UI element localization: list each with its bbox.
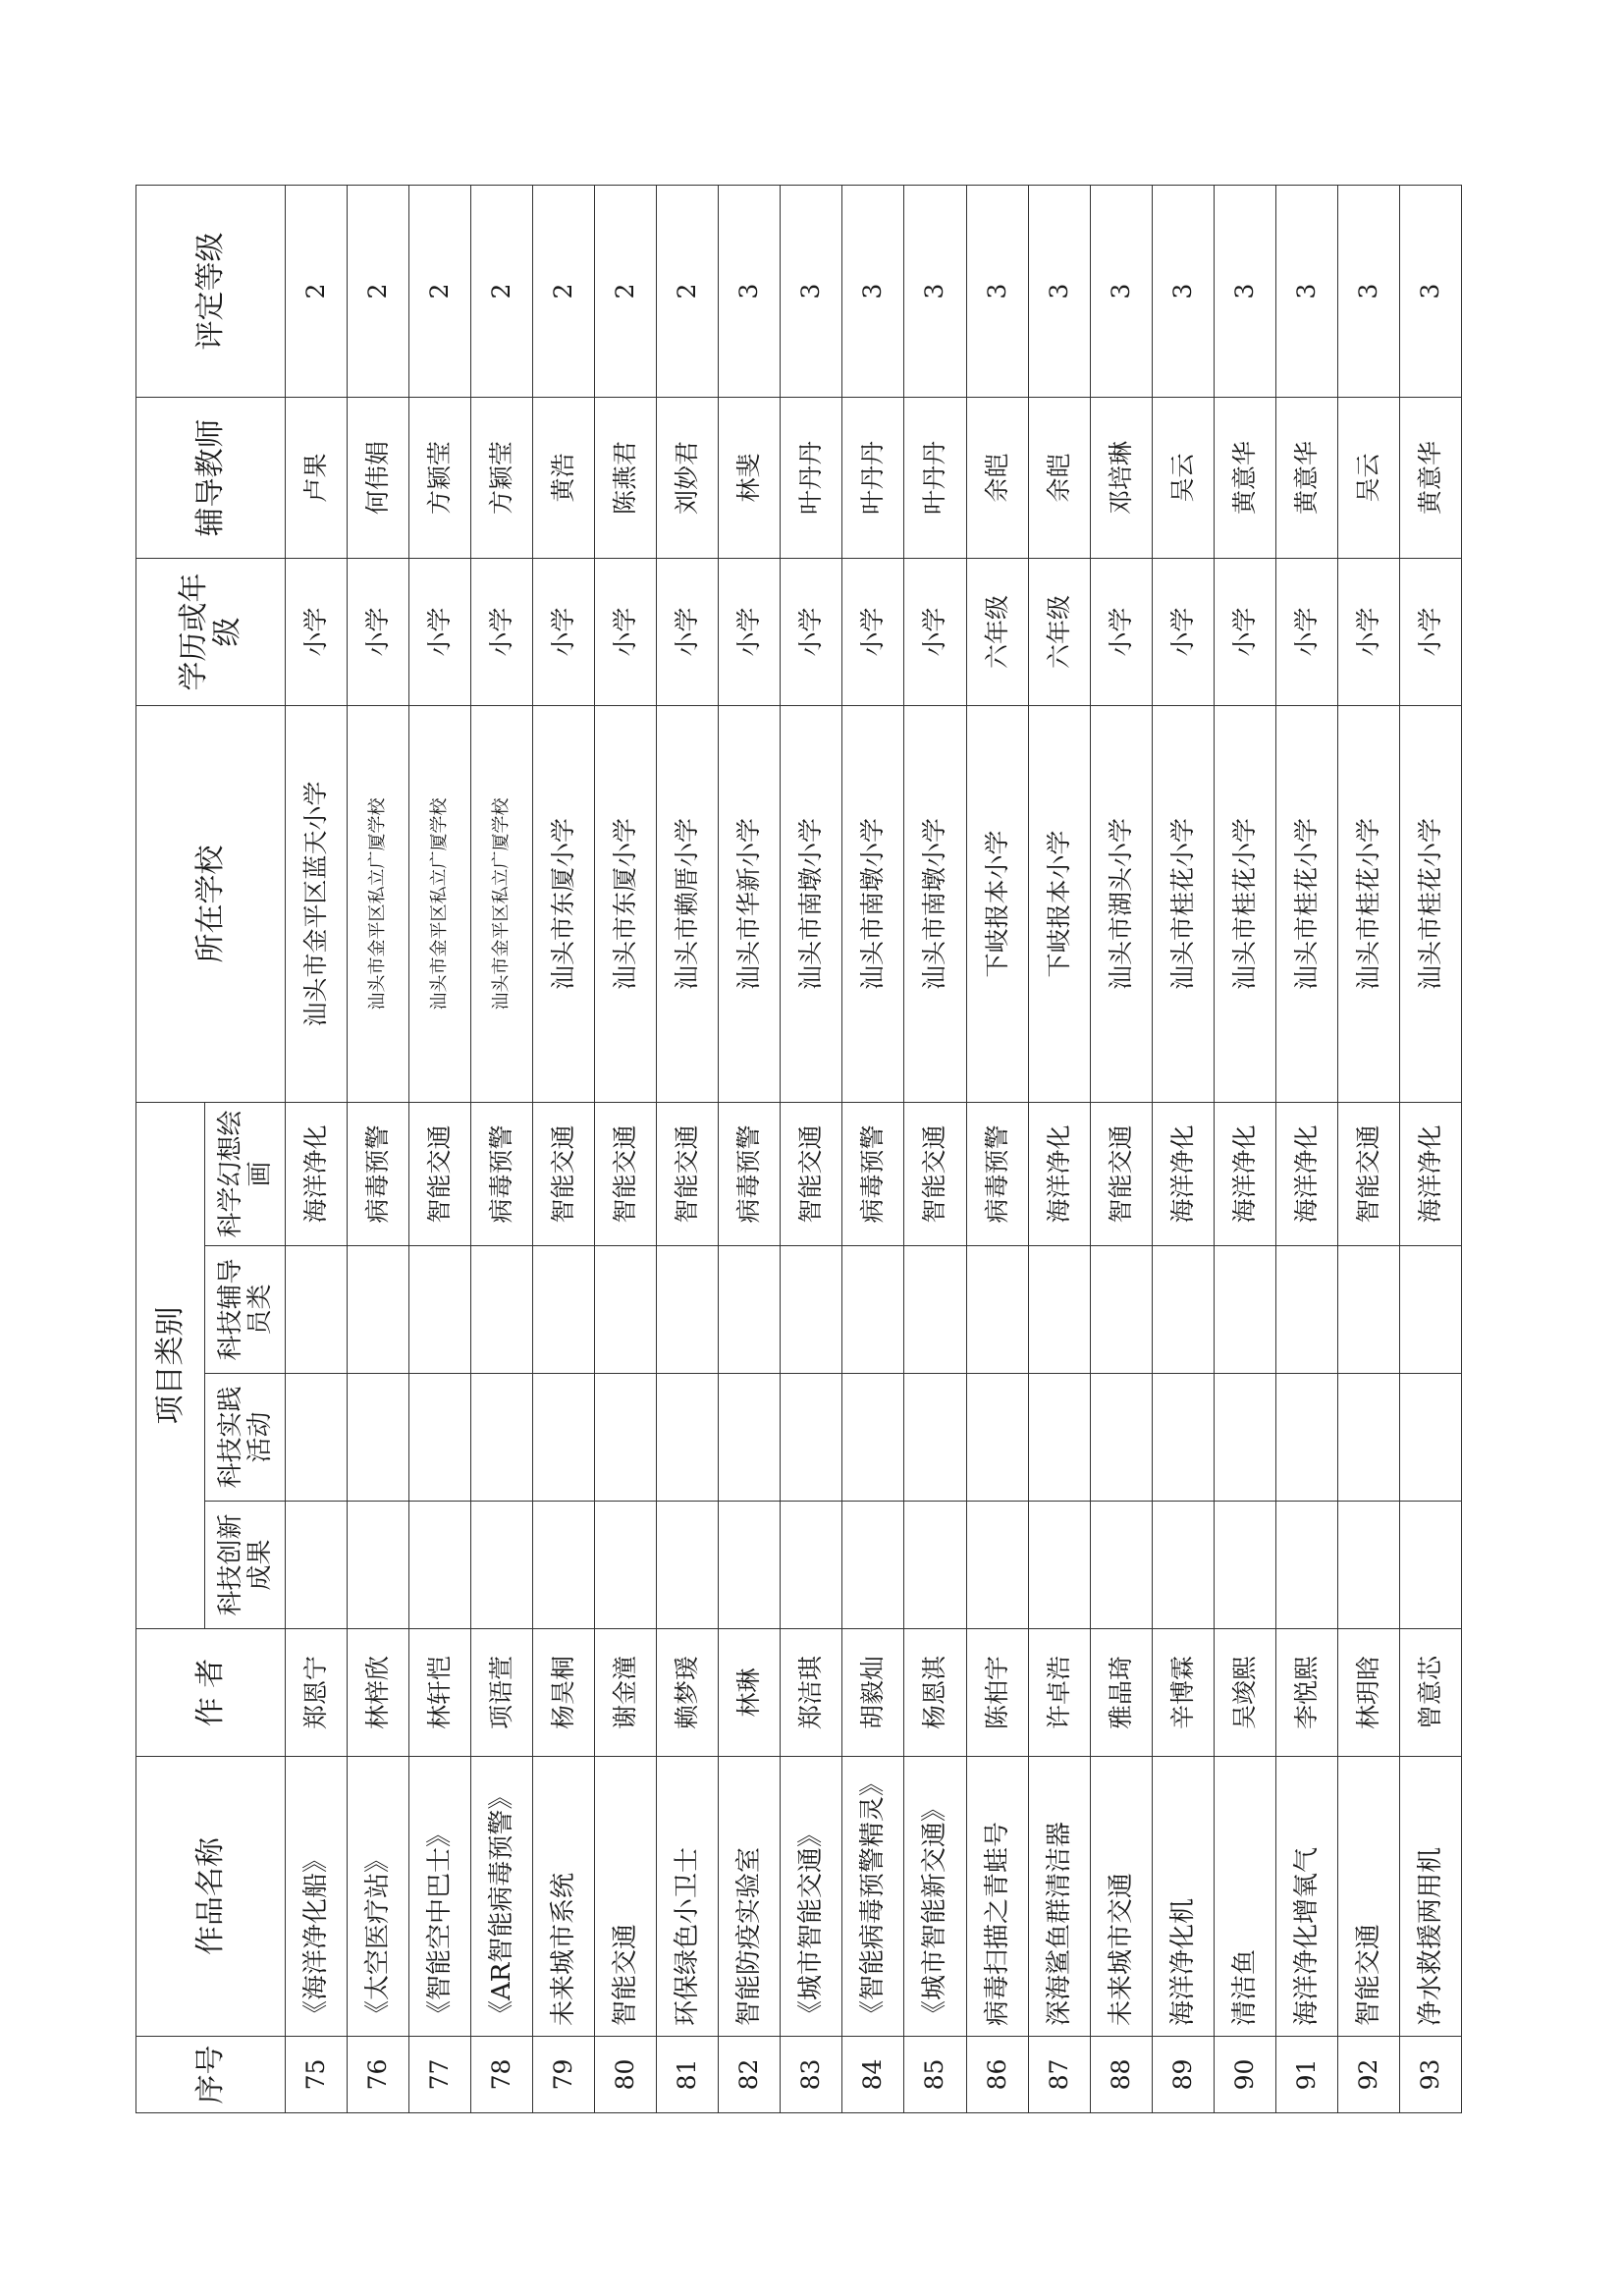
header-category-tutor: 科技辅导员类 [205,1246,286,1374]
table-row [966,186,1028,2113]
cell-grade: 小学 [409,559,471,706]
cell-author: 吴竣熙 [1214,1629,1275,1757]
cell-author: 林梓欣 [348,1629,409,1757]
cell-category-painting: 海洋净化 [1028,1103,1090,1246]
cell-category-tutor [409,1246,471,1374]
cell-category-tutor [1028,1246,1090,1374]
cell-teacher: 黄意华 [1399,398,1461,559]
cell-school: 汕头市金平区私立广厦学校 [348,706,409,1103]
cell-grade: 小学 [533,559,595,706]
cell-index: 86 [966,2037,1028,2113]
cell-school: 汕头市华新小学 [719,706,781,1103]
cell-category-painting: 智能交通 [1090,1103,1152,1246]
cell-teacher: 叶丹丹 [781,398,842,559]
cell-level: 2 [286,186,348,398]
cell-teacher: 何伟娟 [348,398,409,559]
cell-category-tutor [1214,1246,1275,1374]
cell-category-practice [657,1374,719,1502]
cell-category-painting: 病毒预警 [719,1103,781,1246]
header-category-painting: 科学幻想绘画 [205,1103,286,1246]
cell-grade: 小学 [1090,559,1152,706]
cell-grade: 六年级 [966,559,1028,706]
cell-category-practice [1090,1374,1152,1502]
header-category-innovation: 科技创新成果 [205,1502,286,1629]
table-row [904,186,966,2113]
cell-category-painting: 智能交通 [657,1103,719,1246]
table-row [1337,186,1399,2113]
cell-category-innovation [1337,1502,1399,1629]
cell-level: 2 [657,186,719,398]
cell-work-title: 净水救援两用机 [1399,1757,1461,2037]
cell-work-title: 海洋净化机 [1152,1757,1214,2037]
cell-index: 78 [471,2037,533,2113]
cell-work-title: 未来城市系统 [533,1757,595,2037]
cell-teacher: 黄意华 [1214,398,1275,559]
cell-level: 2 [595,186,657,398]
table-row [781,186,842,2113]
cell-category-painting: 海洋净化 [1275,1103,1337,1246]
cell-grade: 小学 [1214,559,1275,706]
cell-category-innovation [1090,1502,1152,1629]
cell-level: 3 [1399,186,1461,398]
cell-teacher: 卢果 [286,398,348,559]
cell-index: 76 [348,2037,409,2113]
cell-category-painting: 病毒预警 [842,1103,904,1246]
cell-teacher: 黄意华 [1275,398,1337,559]
cell-school: 汕头市东厦小学 [533,706,595,1103]
cell-grade: 小学 [842,559,904,706]
header-grade: 学历或年级 [136,559,286,706]
cell-teacher: 黄浩 [533,398,595,559]
header-teacher: 辅导教师 [136,398,286,559]
cell-level: 2 [409,186,471,398]
cell-school: 下岐报本小学 [1028,706,1090,1103]
cell-school: 汕头市南墩小学 [904,706,966,1103]
cell-school: 汕头市金平区蓝天小学 [286,706,348,1103]
cell-category-innovation [657,1502,719,1629]
table-row [1399,186,1461,2113]
cell-teacher: 叶丹丹 [904,398,966,559]
cell-teacher: 余皑 [966,398,1028,559]
cell-grade: 小学 [1399,559,1461,706]
table-row [1214,186,1275,2113]
cell-grade: 小学 [781,559,842,706]
cell-school: 汕头市桂花小学 [1275,706,1337,1103]
cell-index: 83 [781,2037,842,2113]
cell-work-title: 《AR智能病毒预警》 [471,1757,533,2037]
cell-category-tutor [471,1246,533,1374]
cell-grade: 小学 [1152,559,1214,706]
cell-level: 2 [533,186,595,398]
cell-category-innovation [904,1502,966,1629]
cell-work-title: 智能防疫实验室 [719,1757,781,2037]
cell-grade: 小学 [904,559,966,706]
header-author: 作 者 [136,1629,286,1757]
table-row [1028,186,1090,2113]
cell-index: 85 [904,2037,966,2113]
cell-category-tutor [719,1246,781,1374]
cell-category-practice [781,1374,842,1502]
cell-author: 杨恩淇 [904,1629,966,1757]
cell-level: 3 [1090,186,1152,398]
cell-school: 汕头市金平区私立广厦学校 [471,706,533,1103]
cell-category-tutor [904,1246,966,1374]
table-row [348,186,409,2113]
table-row [595,186,657,2113]
header-index: 序号 [136,2037,286,2113]
cell-school: 汕头市南墩小学 [781,706,842,1103]
cell-category-tutor [1090,1246,1152,1374]
cell-category-innovation [1214,1502,1275,1629]
cell-teacher: 余皑 [1028,398,1090,559]
table-row [1090,186,1152,2113]
cell-category-tutor [1399,1246,1461,1374]
cell-level: 3 [1028,186,1090,398]
cell-author: 辛博霖 [1152,1629,1214,1757]
award-table [135,185,1462,2113]
cell-author: 胡毅灿 [842,1629,904,1757]
cell-school: 下岐报本小学 [966,706,1028,1103]
cell-school: 汕头市桂花小学 [1152,706,1214,1103]
cell-index: 80 [595,2037,657,2113]
cell-level: 3 [966,186,1028,398]
cell-level: 2 [471,186,533,398]
table-row [719,186,781,2113]
header-work-title: 作品名称 [136,1757,286,2037]
cell-grade: 小学 [1275,559,1337,706]
cell-category-practice [966,1374,1028,1502]
header-category-group: 项目类别 [136,1103,205,1629]
cell-category-painting: 海洋净化 [1399,1103,1461,1246]
cell-school: 汕头市金平区私立广厦学校 [409,706,471,1103]
cell-category-practice [1214,1374,1275,1502]
table-row [409,186,471,2113]
cell-teacher: 陈燕君 [595,398,657,559]
cell-category-painting: 智能交通 [1337,1103,1399,1246]
cell-index: 82 [719,2037,781,2113]
cell-category-innovation [1152,1502,1214,1629]
cell-category-innovation [595,1502,657,1629]
cell-index: 77 [409,2037,471,2113]
cell-category-tutor [966,1246,1028,1374]
cell-index: 90 [1214,2037,1275,2113]
cell-teacher: 方颖莹 [409,398,471,559]
cell-author: 杨昊桐 [533,1629,595,1757]
cell-category-painting: 智能交通 [533,1103,595,1246]
cell-category-tutor [286,1246,348,1374]
cell-category-practice [842,1374,904,1502]
cell-index: 75 [286,2037,348,2113]
cell-author: 谢金潼 [595,1629,657,1757]
cell-category-painting: 智能交通 [904,1103,966,1246]
cell-level: 2 [348,186,409,398]
cell-index: 84 [842,2037,904,2113]
cell-category-tutor [533,1246,595,1374]
cell-level: 3 [1275,186,1337,398]
cell-category-practice [533,1374,595,1502]
cell-category-practice [409,1374,471,1502]
cell-category-tutor [781,1246,842,1374]
cell-level: 3 [719,186,781,398]
cell-category-tutor [1275,1246,1337,1374]
cell-category-tutor [595,1246,657,1374]
cell-level: 3 [781,186,842,398]
cell-work-title: 环保绿色小卫士 [657,1757,719,2037]
cell-category-practice [348,1374,409,1502]
cell-grade: 六年级 [1028,559,1090,706]
cell-index: 81 [657,2037,719,2113]
cell-teacher: 叶丹丹 [842,398,904,559]
cell-category-practice [471,1374,533,1502]
table-row [1275,186,1337,2113]
table-row [286,186,348,2113]
cell-category-practice [1152,1374,1214,1502]
cell-category-practice [1399,1374,1461,1502]
cell-work-title: 《海洋净化船》 [286,1757,348,2037]
cell-index: 89 [1152,2037,1214,2113]
cell-category-innovation [533,1502,595,1629]
cell-work-title: 《城市智能新交通》 [904,1757,966,2037]
cell-category-painting: 海洋净化 [1152,1103,1214,1246]
cell-author: 曾意芯 [1399,1629,1461,1757]
cell-author: 林轩恺 [409,1629,471,1757]
cell-category-practice [1028,1374,1090,1502]
cell-school: 汕头市桂花小学 [1337,706,1399,1103]
cell-grade: 小学 [719,559,781,706]
cell-work-title: 智能交通 [1337,1757,1399,2037]
cell-author: 赖梦瑗 [657,1629,719,1757]
cell-teacher: 吴云 [1152,398,1214,559]
cell-grade: 小学 [348,559,409,706]
cell-category-painting: 病毒预警 [966,1103,1028,1246]
cell-work-title: 《太空医疗站》 [348,1757,409,2037]
cell-category-tutor [1337,1246,1399,1374]
cell-school: 汕头市赖厝小学 [657,706,719,1103]
cell-level: 3 [904,186,966,398]
cell-work-title: 深海鲨鱼群清洁器 [1028,1757,1090,2037]
cell-category-tutor [348,1246,409,1374]
header-category-practice: 科技实践活动 [205,1374,286,1502]
cell-work-title: 智能交通 [595,1757,657,2037]
cell-category-innovation [409,1502,471,1629]
cell-category-tutor [657,1246,719,1374]
cell-category-innovation [286,1502,348,1629]
cell-category-innovation [348,1502,409,1629]
cell-index: 93 [1399,2037,1461,2113]
cell-grade: 小学 [595,559,657,706]
cell-index: 91 [1275,2037,1337,2113]
cell-category-tutor [842,1246,904,1374]
cell-category-practice [1275,1374,1337,1502]
cell-work-title: 未来城市交通 [1090,1757,1152,2037]
cell-category-practice [1337,1374,1399,1502]
cell-work-title: 《城市智能交通》 [781,1757,842,2037]
table-row [533,186,595,2113]
cell-category-innovation [471,1502,533,1629]
cell-category-painting: 智能交通 [595,1103,657,1246]
cell-teacher: 邓培琳 [1090,398,1152,559]
cell-author: 郑洁琪 [781,1629,842,1757]
cell-level: 3 [1152,186,1214,398]
cell-work-title: 病毒扫描之青蛙号 [966,1757,1028,2037]
cell-level: 3 [1214,186,1275,398]
cell-index: 79 [533,2037,595,2113]
cell-school: 汕头市南墩小学 [842,706,904,1103]
cell-category-practice [286,1374,348,1502]
header-level: 评定等级 [136,186,286,398]
cell-author: 林玥晗 [1337,1629,1399,1757]
cell-category-innovation [842,1502,904,1629]
cell-level: 3 [1337,186,1399,398]
cell-teacher: 吴云 [1337,398,1399,559]
table-row [1152,186,1214,2113]
award-table-sheet [135,186,1462,2113]
cell-category-painting: 海洋净化 [286,1103,348,1246]
cell-index: 92 [1337,2037,1399,2113]
cell-category-painting: 海洋净化 [1214,1103,1275,1246]
table-row [657,186,719,2113]
cell-grade: 小学 [471,559,533,706]
cell-teacher: 林斐 [719,398,781,559]
cell-author: 许卓浩 [1028,1629,1090,1757]
cell-category-innovation [1275,1502,1337,1629]
cell-school: 汕头市湖头小学 [1090,706,1152,1103]
cell-category-practice [719,1374,781,1502]
cell-work-title: 《智能病毒预警精灵》 [842,1757,904,2037]
cell-school: 汕头市东厦小学 [595,706,657,1103]
cell-teacher: 方颖莹 [471,398,533,559]
cell-grade: 小学 [286,559,348,706]
cell-category-innovation [1399,1502,1461,1629]
cell-author: 李悦熙 [1275,1629,1337,1757]
cell-category-innovation [781,1502,842,1629]
cell-work-title: 清洁鱼 [1214,1757,1275,2037]
cell-author: 郑恩宁 [286,1629,348,1757]
cell-category-innovation [1028,1502,1090,1629]
cell-category-tutor [1152,1246,1214,1374]
cell-author: 项语萱 [471,1629,533,1757]
cell-teacher: 刘妙君 [657,398,719,559]
cell-level: 3 [842,186,904,398]
cell-grade: 小学 [1337,559,1399,706]
cell-category-painting: 智能交通 [781,1103,842,1246]
cell-category-innovation [719,1502,781,1629]
cell-category-painting: 病毒预警 [348,1103,409,1246]
cell-index: 87 [1028,2037,1090,2113]
cell-category-practice [595,1374,657,1502]
cell-grade: 小学 [657,559,719,706]
cell-category-painting: 病毒预警 [471,1103,533,1246]
cell-index: 88 [1090,2037,1152,2113]
cell-author: 林琳 [719,1629,781,1757]
cell-author: 雅晶琦 [1090,1629,1152,1757]
table-row [471,186,533,2113]
header-school: 所在学校 [136,706,286,1103]
table-row [842,186,904,2113]
cell-school: 汕头市桂花小学 [1214,706,1275,1103]
cell-category-painting: 智能交通 [409,1103,471,1246]
cell-school: 汕头市桂花小学 [1399,706,1461,1103]
cell-work-title: 海洋净化增氧气 [1275,1757,1337,2037]
cell-work-title: 《智能空中巴士》 [409,1757,471,2037]
cell-author: 陈柏宇 [966,1629,1028,1757]
cell-category-innovation [966,1502,1028,1629]
cell-category-practice [904,1374,966,1502]
